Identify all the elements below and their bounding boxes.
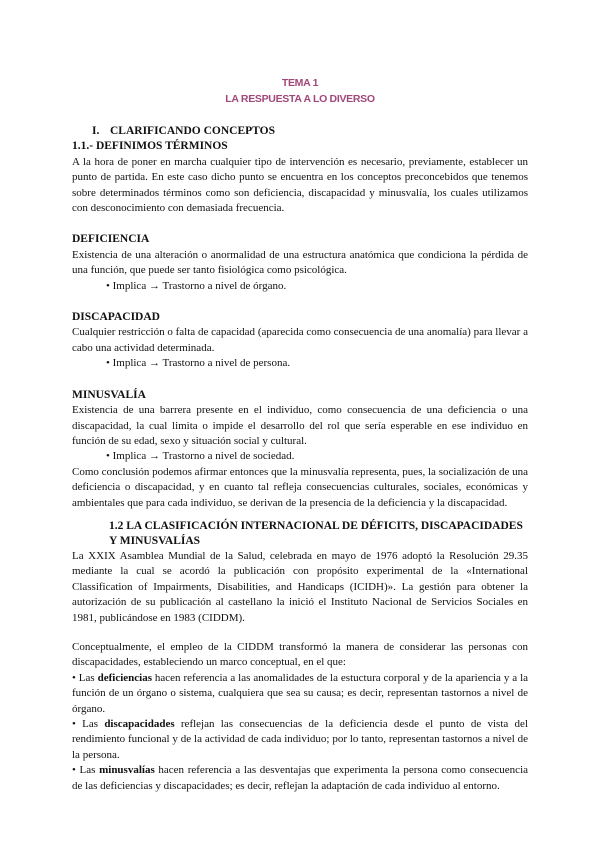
term-discapacidad-heading: DISCAPACIDAD [72, 311, 160, 324]
list-item-term: deficiencias [97, 671, 152, 684]
section-title: CLARIFICANDO CONCEPTOS [110, 125, 275, 137]
section-heading [92, 124, 528, 139]
list-item-text: hacen referencia a las anomalidades de la estuctura corporal y de la apariencia y a la función de un órgano o sistema, cualquiera que sea su causa; es decir, representan tastornos a nivel de órgano. [72, 671, 529, 715]
list-item [72, 717, 528, 763]
term-discapacidad-definition: Cualquier restricción o falta de capacidad (aparecida como consecuencia de una anomalía) para llevar a cabo una actividad determinada. [72, 326, 528, 354]
subsection-heading: 1.1.- DEFINIMOS TÉRMINOS [72, 140, 228, 153]
term-minusvalia-definition: Existencia de una barrera presente en el individuo, como consecuencia de una deficiencia o una discapacidad, la cual limita o impide el desarrollo del rol que sería esperable en ese individuo en función de su edad, sexo y situación social y cultural. [72, 404, 528, 447]
list-item-prefix: • Las [72, 718, 105, 730]
document-body [72, 124, 528, 794]
title-block [0, 75, 600, 107]
conclusion-paragraph: Como conclusión podemos afirmar entonces que la minusvalía representa, pues, la socialización de una deficiencia o discapacidad, y en cuanto tal refleja consecuencias culturales, sociales, económicas y ambientales que para cada individuo, se derivan de la presencia de la deficiencia y la discapacidad. [72, 465, 528, 509]
list-item-term: minusvalías [99, 764, 155, 777]
list-item [72, 671, 528, 717]
section-1-2-paragraph-2: Conceptualmente, el empleo de la CIDDM transformó la manera de considerar las personas con discapacidades, estableciendo un marco conceptual, en el que: [72, 640, 528, 669]
tema-subtitle: LA RESPUESTA A LO DIVERSO [225, 93, 375, 105]
tema-title: TEMA 1 [281, 77, 319, 89]
term-deficiencia-definition: Existencia de una alteración o anormalidad de una estructura anatómica que condiciona la pérdida de una función, que puede ser tanto fisiológica como psicológica. [72, 248, 528, 277]
list-item-prefix: • Las [72, 764, 100, 777]
term-deficiencia-implies: • Implica → Trastorno a nivel de órgano. [106, 279, 287, 292]
term-minusvalia-heading: MINUSVALÍA [72, 388, 146, 401]
list-item-term: discapacidades [104, 718, 175, 730]
list-item-prefix: • Las [72, 671, 98, 684]
section-number: I. [92, 125, 100, 137]
term-discapacidad-implies: • Implica → Trastorno a nivel de persona. [106, 357, 291, 370]
list-item-text: hacen referencia a las desventajas que experimenta la persona como consecuencia de las deficiencias y discapacidades; es decir, reflejan la adaptación de cada individuo al entorno. [72, 764, 529, 792]
list-item-text: reflejan las consecuencias de la deficiencia desde el punto de vista del rendimiento funcional y de la actividad de cada individuo; por lo tanto, representan tastornos a nivel de la persona. [72, 718, 528, 761]
section-1-2-heading: 1.2 LA CLASIFICACIÓN INTERNACIONAL DE DÉFICITS, DISCAPACIDADES Y MINUSVALÍAS [109, 519, 523, 547]
term-deficiencia-heading: DEFICIENCIA [72, 233, 150, 246]
list-item [72, 763, 528, 794]
intro-paragraph: A la hora de poner en marcha cualquier tipo de intervención es necesario, previamente, establecer un punto de partida. En este caso dicho punto se encuentra en los conceptos preconcebidos que tenemos sobre determinados términos como son deficiencia, discapacidad y minusvalía, los cuales utilizamos con desconocimiento con demasiada frecuencia. [72, 155, 528, 215]
term-minusvalia-implies: • Implica → Trastorno a nivel de sociedad. [106, 450, 295, 463]
section-1-2-paragraph-1: La XXIX Asamblea Mundial de la Salud, celebrada en mayo de 1976 adoptó la Resolución 29.35 mediante la cual se acordó la publicación con propósito experimental de la «International Classification of Impairments, Disabilities, and Handicaps (ICIDH)». La gestión para obtener la autorización de su publicación al castellano la inició el Instituto Nacional de Servicios Sociales en 1981, publicándose en 1983 (CIDDM). [72, 549, 528, 624]
